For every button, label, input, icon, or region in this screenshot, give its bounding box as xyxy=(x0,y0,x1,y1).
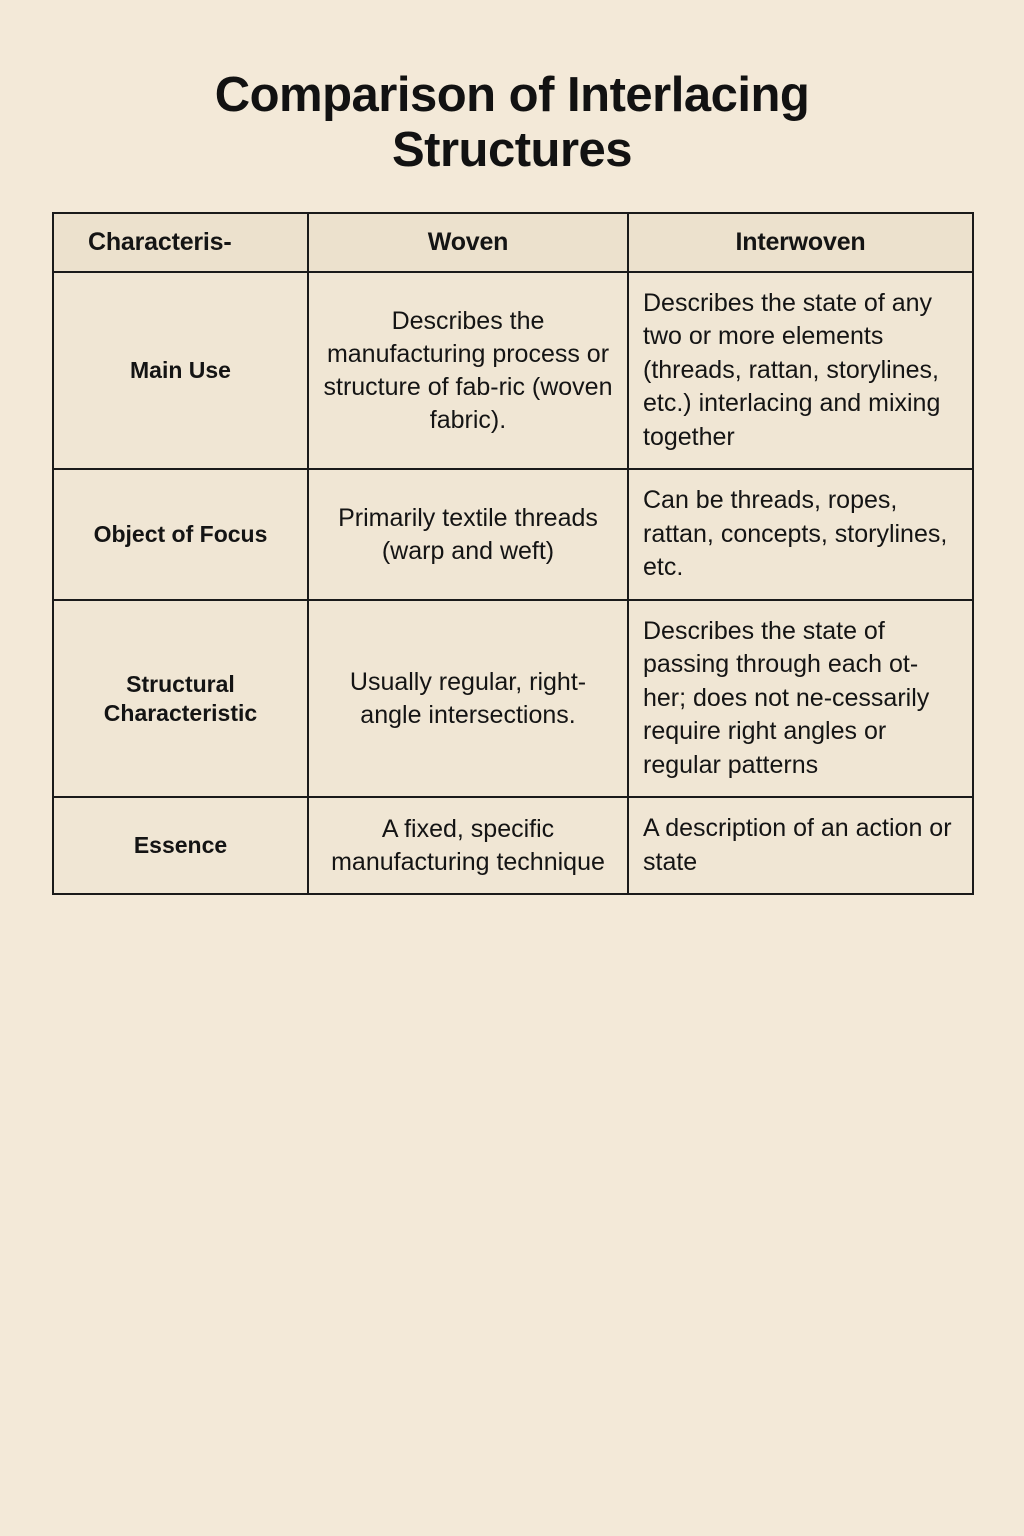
column-header-characteristic: Characteris- xyxy=(53,213,308,272)
table-row xyxy=(53,797,973,894)
cell-interwoven-main-use: Describes the state of any two or more elements (threads, rattan, storylines, etc.) interlacing and mixing together xyxy=(628,272,973,470)
row-label-essence: Essence xyxy=(53,797,308,894)
cell-interwoven-structural-characteristic: Describes the state of passing through each ot-her; does not ne-cessarily require right angles or regular patterns xyxy=(628,600,973,798)
cell-woven-main-use: Describes the manufacturing process or structure of fab-ric (woven fabric). xyxy=(308,272,628,470)
column-header-interwoven: Interwoven xyxy=(628,213,973,272)
table-body xyxy=(53,272,973,895)
row-label-structural-characteristic: Structural Characteristic xyxy=(53,600,308,798)
page-title: Comparison of Interlacing Structures xyxy=(214,68,810,177)
table-header-row xyxy=(53,213,973,272)
row-label-main-use: Main Use xyxy=(53,272,308,470)
table-header xyxy=(53,213,973,272)
cell-woven-object-of-focus: Primarily textile threads (warp and weft) xyxy=(308,469,628,600)
table-row xyxy=(53,469,973,600)
cell-interwoven-object-of-focus: Can be threads, ropes, rattan, concepts, storylines, etc. xyxy=(628,469,973,600)
comparison-table xyxy=(52,212,974,896)
row-label-object-of-focus: Object of Focus xyxy=(53,469,308,600)
cell-woven-essence: A fixed, specific manufacturing technique xyxy=(308,797,628,894)
cell-interwoven-essence: A description of an action or state xyxy=(628,797,973,894)
table-row xyxy=(53,272,973,470)
table-row xyxy=(53,600,973,798)
cell-woven-structural-characteristic: Usually regular, right-angle intersections. xyxy=(308,600,628,798)
column-header-woven: Woven xyxy=(308,213,628,272)
